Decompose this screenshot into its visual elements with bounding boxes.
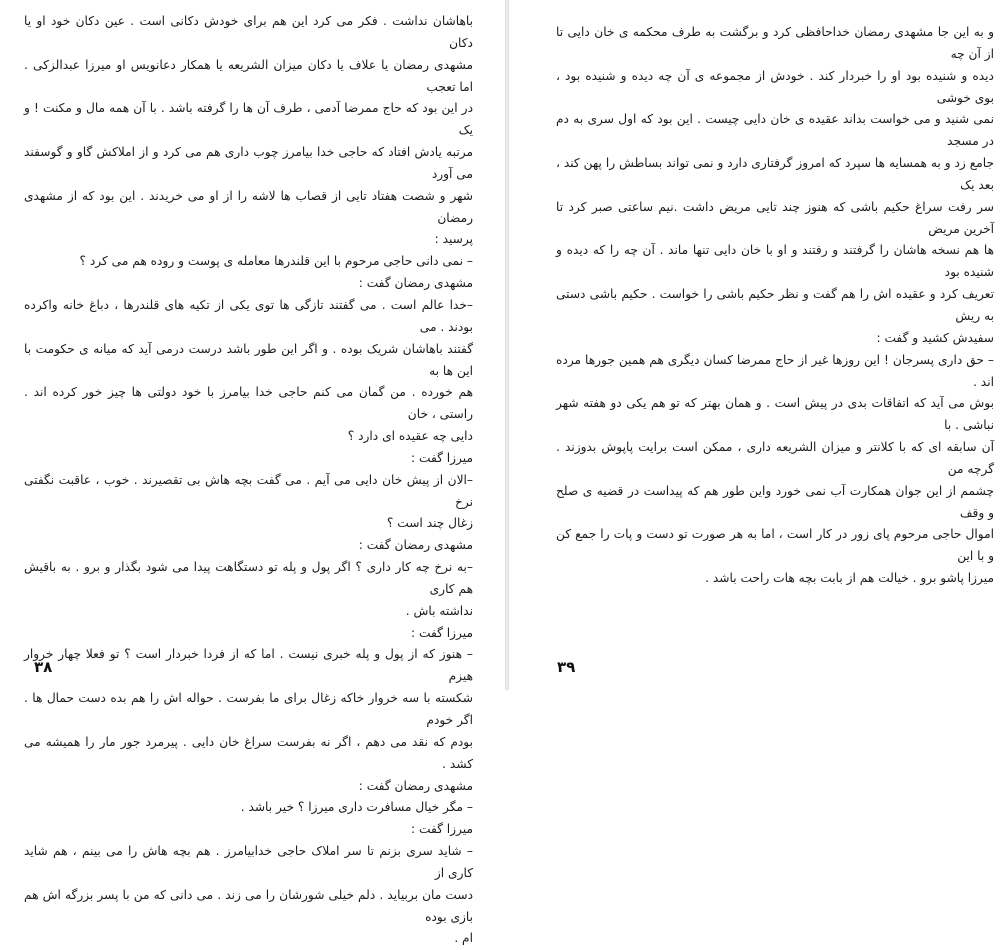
text-line: نمی شنید و می خواست بداند عقیده ی خان دایی چیست . این بود که اول سری به دم در مسجد bbox=[556, 112, 994, 149]
text-line: ام . bbox=[454, 931, 473, 946]
right-page bbox=[509, 0, 1007, 690]
text-line: میرزا گفت : bbox=[411, 450, 473, 465]
text-line: مرتبه یادش افتاد که حاجی خدا بیامرز چوب داری هم می کرد و از املاکش گاو و گوسفند می آورد bbox=[24, 145, 473, 181]
right-page-number: ۳۹ bbox=[557, 658, 576, 676]
text-line: جامع زد و به همسایه ها سپرد که امروز گرفتاری دارد و نمی تواند بساطش را پهن کند ، بعد یک bbox=[556, 156, 994, 192]
text-line: آن سابقه ای که با کلانتر و میزان الشریعه داری ، ممکن است برایت پاپوش بدوزند . گرچه من bbox=[556, 440, 994, 476]
text-line: پرسید : bbox=[434, 232, 473, 247]
right-page-text bbox=[556, 22, 994, 590]
text-line: مشهدی رمضان گفت : bbox=[358, 538, 473, 553]
text-line: – حق داری پسرجان ! این روزها غیر از حاج ممرضا کسان دیگری هم همین جورها مرده اند . bbox=[556, 352, 994, 389]
text-line: مشهدی رمضان یا علاف یا دکان میزان الشریعه یا همکار دعانویس او میرزا عبدالزکی . اما تعجب bbox=[24, 57, 473, 94]
text-line: سر رفت سراغ حکیم باشی که هنوز چند تایی مریض داشت .نیم ساعتی صبر کرد تا آخرین مریض bbox=[556, 199, 994, 236]
left-page-text bbox=[24, 11, 473, 950]
text-line: باهاشان نداشت . فکر می کرد این هم برای خودش دکانی است . عین دکان خود او یا دکان bbox=[24, 14, 473, 50]
text-line: –به نرخ چه کار داری ؟ اگر پول و پله تو دستگاهت پیدا می شود بگذار و برو . به باقیش هم کاری bbox=[24, 560, 473, 596]
text-line: چشمم از این جوان همکارت آب نمی خورد واین طور هم که پیداست در قضیه ی صلح و وقف bbox=[556, 483, 994, 520]
text-line: شهر و شصت هفتاد تایی از قصاب ها لاشه را از او می خریدند . این بود که از مشهدی رمضان bbox=[24, 188, 473, 225]
text-line: – شاید سری بزنم تا سر املاک حاجی خدابیامرز . هم بچه هاش را می بینم ، هم شاید کاری از bbox=[24, 844, 473, 880]
text-line: دست مان بربیاید . دلم خیلی شورشان را می زند . می دانی که من با پسر بزرگه اش هم بازی بوده bbox=[24, 887, 473, 924]
left-page bbox=[0, 0, 505, 946]
text-line: دایی چه عقیده ای دارد ؟ bbox=[347, 429, 473, 444]
text-line: بودم که نقد می دهم ، اگر نه بفرست سراغ خان دایی . پیرمرد جور مار را همیشه می کشد . bbox=[24, 734, 473, 771]
text-line: – هنوز که از پول و پله خبری نیست . اما که از فردا خبردار است ؟ تو فعلا چهار خروار هیزم bbox=[24, 647, 473, 684]
text-line: – نمی دانی حاجی مرحوم با این قلندرها معامله ی پوست و روده هم می کرد ؟ bbox=[79, 254, 473, 269]
text-line: مشهدی رمضان گفت : bbox=[358, 276, 473, 291]
text-line: دیده و شنیده بود او را خبردار کند . خودش از مجموعه ی آن چه دیده و شنیده بود ، بوی خوشی bbox=[556, 68, 994, 105]
text-line: میرزا گفت : bbox=[411, 822, 473, 837]
text-line: اموال حاجی مرحوم پای زور در کار است ، اما به هر صورت تو دست و پات را جمع کن و با این bbox=[556, 527, 994, 564]
text-line: تعریف کرد و عقیده اش را هم گفت و نظر حکیم باشی را خواست . حکیم باشی دستی به ریش bbox=[556, 287, 994, 323]
text-line: مشهدی رمضان گفت : bbox=[358, 778, 473, 793]
text-line: میرزا پاشو برو . خیالت هم از بابت بچه هات راحت باشد . bbox=[705, 571, 994, 586]
text-line: –الان از پیش خان دایی می آیم . می گفت بچه هاش بی تقصیرند . خوب ، عاقبت نگفتی نرخ bbox=[24, 472, 473, 509]
text-line: هم خورده . من گمان می کنم حاجی خدا بیامرز با خود دولتی ها چیز خور کرده اند . راستی ، خان bbox=[24, 385, 473, 422]
text-line: گفتند باهاشان شریک بوده . و اگر این طور باشد درست درمی آید که میانه ی حکومت با این ها به bbox=[24, 341, 473, 378]
text-line: شکسته با سه خروار خاکه زغال برای ما بفرست . حواله اش را هم بده دست حمال ها . اگر خودم bbox=[24, 691, 473, 727]
text-line: زغال چند است ؟ bbox=[386, 516, 473, 531]
text-line: –خدا عالم است . می گفتند تازگی ها توی یکی از تکیه های قلندرها ، دباغ خانه واکرده بودند . می bbox=[24, 297, 473, 334]
text-line: – مگر خیال مسافرت داری میرزا ؟ خیر باشد . bbox=[240, 800, 473, 815]
text-line: و به این جا مشهدی رمضان خداحافظی کرد و برگشت به طرف محکمه ی خان دایی تا از آن چه bbox=[556, 25, 994, 61]
text-line: در این بود که حاج ممرضا آدمی ، طرف آن ها را گرفته باشد . با آن همه مال و مکنت ! و یک bbox=[24, 101, 473, 138]
text-line: نداشته باش . bbox=[405, 603, 473, 618]
text-line: میرزا گفت : bbox=[411, 625, 473, 640]
text-line: بوش می آید که اتفاقات بدی در پیش است . و همان بهتر که تو هم یکی دو هفته شهر نباشی . با bbox=[556, 396, 994, 433]
text-line: ها هم نسخه هاشان را گرفتند و رفتند و او با خان دایی تنها ماند . آن چه را که دیده و شنیده بود bbox=[556, 243, 994, 280]
text-line: سفیدش کشید و گفت : bbox=[876, 330, 994, 345]
left-page-number: ۳۸ bbox=[34, 658, 53, 676]
